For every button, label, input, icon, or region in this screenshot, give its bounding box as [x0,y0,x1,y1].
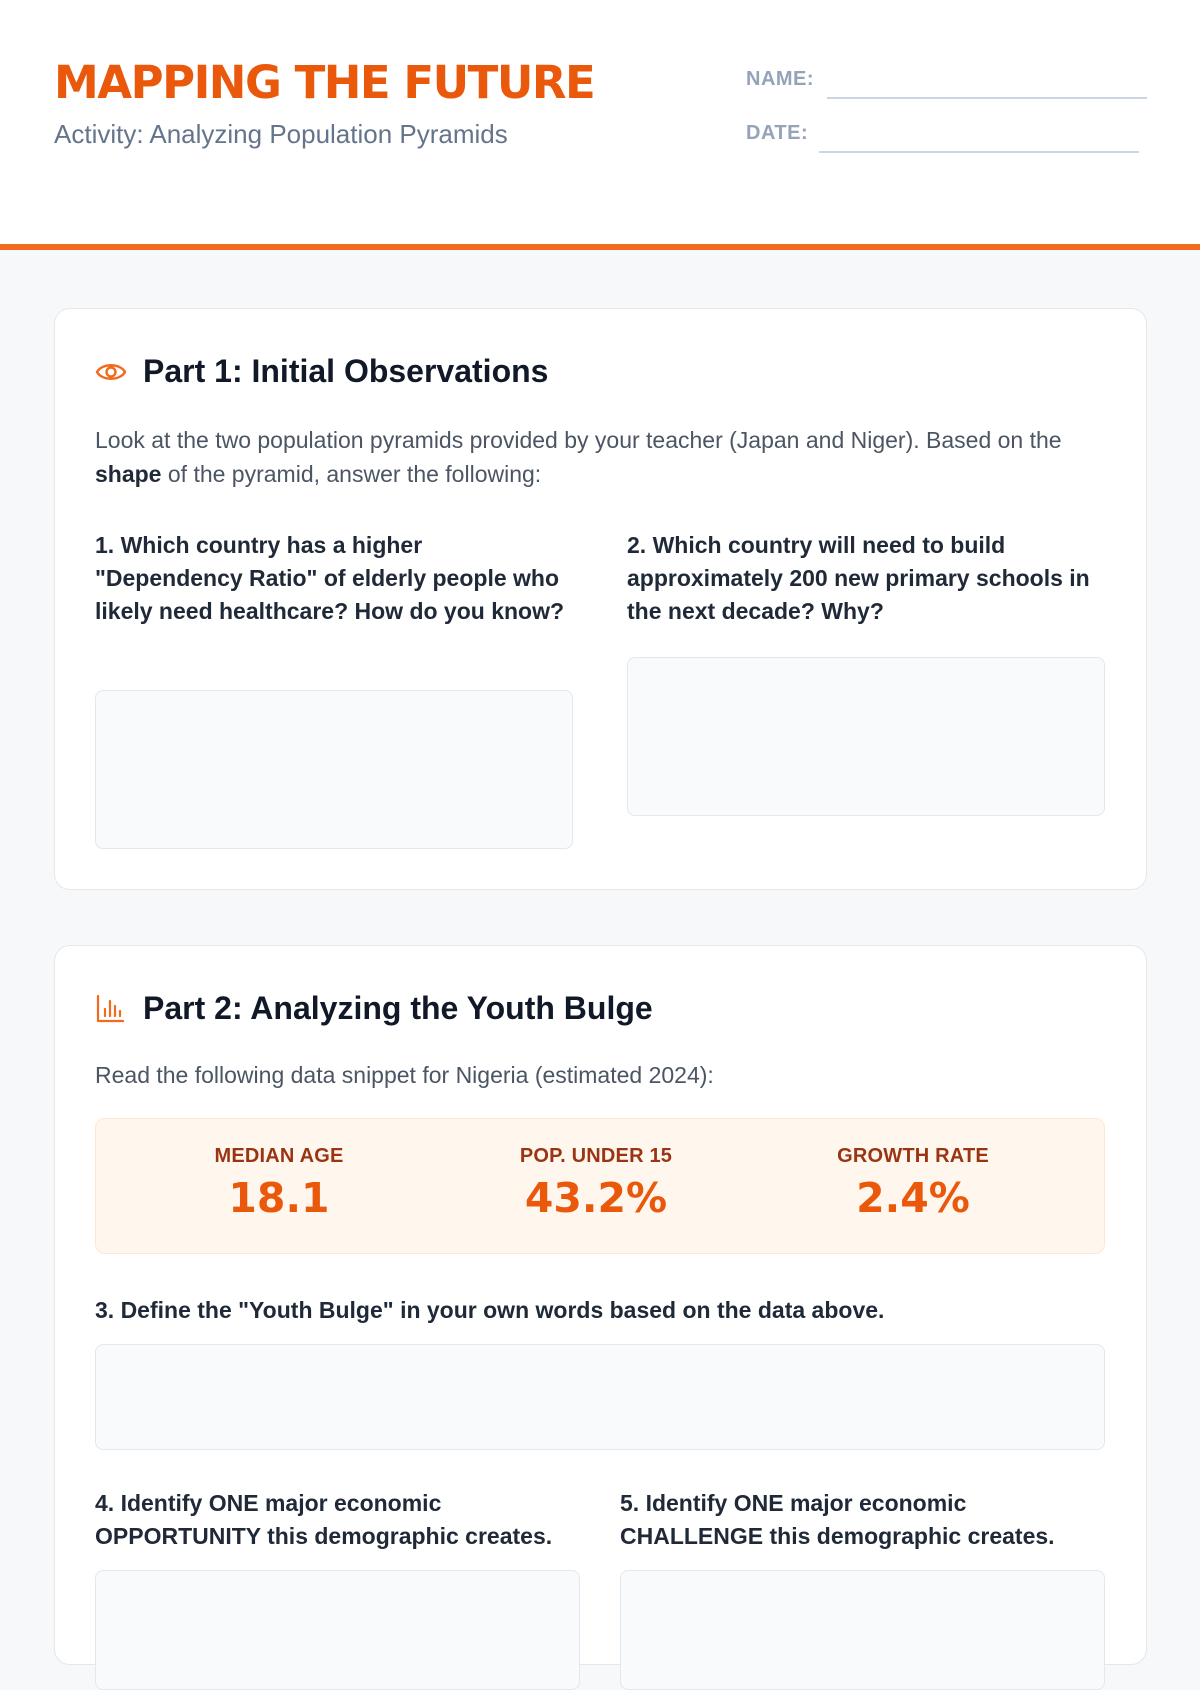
answer-box-3[interactable] [95,1344,1105,1450]
answer-box-4[interactable] [95,1570,580,1690]
question-1: 1. Which country has a higher "Dependency Ratio" of elderly people who likely need healthcare? How do you know? [95,532,565,624]
stat-value: 18.1 [228,1174,330,1222]
answer-box-2[interactable] [627,657,1105,816]
part2-intro: Read the following data snippet for Nigeria (estimated 2024): [95,1062,714,1088]
part2-title: Part 2: Analyzing the Youth Bulge [143,990,653,1026]
page-subtitle: Activity: Analyzing Population Pyramids [54,119,508,149]
question-3: 3. Define the "Youth Bulge" in your own words based on the data above. [95,1297,885,1323]
answer-box-1[interactable] [95,690,573,849]
answer-box-5[interactable] [620,1570,1105,1690]
question-5: 5. Identify ONE major economic CHALLENGE this demographic creates. [620,1490,1055,1549]
stat-value: 2.4% [856,1174,970,1222]
worksheet-header [0,0,1200,250]
question-4: 4. Identify ONE major economic OPPORTUNITY this demographic creates. [95,1490,553,1549]
bar-chart-icon [95,994,125,1029]
stat-label: GROWTH RATE [837,1145,989,1167]
emphasis-shape: shape [95,461,162,487]
stat-pop-under-15 [446,1145,746,1222]
date-field[interactable] [819,151,1139,153]
eye-icon [95,359,127,390]
stat-label: POP. UNDER 15 [519,1145,673,1167]
stat-growth-rate [763,1145,1063,1222]
name-field[interactable] [827,97,1147,99]
stat-median-age [129,1145,429,1222]
part1-title: Part 1: Initial Observations [143,353,549,389]
question-2: 2. Which country will need to build approximately 200 new primary schools in the next decade? Why? [627,532,1090,624]
name-label: NAME: [746,68,815,90]
page-title: MAPPING THE FUTURE [54,56,595,109]
stat-value: 43.2% [524,1174,668,1222]
date-label: DATE: [746,122,809,144]
stat-label: MEDIAN AGE [214,1145,344,1167]
part1-card [54,308,1147,890]
part2-card [54,945,1147,1665]
part1-intro: Look at the two population pyramids provided by your teacher (Japan and Niger). Based on the shape of the pyramid, answer the following: [95,427,1062,487]
stats-panel [95,1118,1105,1254]
